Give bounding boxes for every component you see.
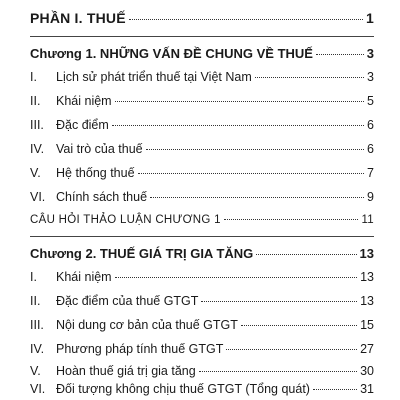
page-number: 13 — [360, 270, 374, 284]
entry-number: V. — [30, 166, 41, 180]
entry-title: Đặc điểm — [56, 118, 109, 132]
discussion-questions-entry — [30, 214, 374, 226]
entry-number: III. — [30, 318, 44, 332]
page-number: 3 — [366, 46, 374, 61]
part-title: PHẦN I. THUẾ — [30, 10, 126, 26]
entry-number: II. — [30, 294, 41, 308]
entry-number: VI. — [30, 190, 46, 204]
toc-entry — [30, 270, 374, 284]
chapter-heading — [30, 246, 374, 261]
page-number: 11 — [361, 214, 374, 226]
page-number: 31 — [360, 382, 374, 396]
entry-number: VI. — [30, 382, 46, 396]
dot-leader — [201, 300, 357, 302]
divider — [30, 36, 374, 37]
entry-title: Đặc điểm của thuế GTGT — [56, 294, 199, 308]
toc-entry — [30, 166, 374, 180]
entry-title: Khái niệm — [56, 94, 112, 108]
part-heading — [30, 10, 374, 26]
toc-entry — [30, 364, 374, 378]
dot-leader — [256, 253, 356, 255]
page-number: 13 — [359, 246, 374, 261]
toc-entry — [30, 70, 374, 84]
toc-entry — [30, 294, 374, 308]
entry-number: III. — [30, 118, 44, 132]
entry-title: Hệ thống thuế — [56, 166, 135, 180]
page-number: 3 — [367, 70, 374, 84]
dot-leader — [316, 53, 364, 55]
dot-leader — [313, 388, 357, 390]
entry-title: Chính sách thuế — [56, 190, 148, 204]
entry-number: IV. — [30, 142, 45, 156]
chapter-title: Chương 1. NHỮNG VẤN ĐỀ CHUNG VỀ THUẾ — [30, 46, 313, 61]
toc-entry — [30, 382, 374, 396]
entry-title: Nội dung cơ bản của thuế GTGT — [56, 318, 238, 332]
page-number: 6 — [367, 142, 374, 156]
toc-entry — [30, 190, 374, 204]
entry-number: I. — [30, 270, 37, 284]
entry-title: Lịch sử phát triển thuế tại Việt Nam — [56, 70, 252, 84]
page-number: 9 — [367, 190, 374, 204]
page-number: 15 — [360, 318, 374, 332]
divider — [30, 236, 374, 237]
toc-entry — [30, 318, 374, 332]
chapter-title: Chương 2. THUẾ GIÁ TRỊ GIA TĂNG — [30, 246, 254, 261]
dot-leader — [146, 148, 364, 150]
toc-entry — [30, 118, 374, 132]
chapter-heading — [30, 46, 374, 61]
entry-number: V. — [30, 364, 41, 378]
dot-leader — [241, 324, 357, 326]
toc-entry — [30, 142, 374, 156]
dot-leader — [115, 100, 364, 102]
page-number: 1 — [366, 10, 374, 26]
entry-title: Đối tượng không chịu thuế GTGT (Tổng quát) — [56, 382, 310, 396]
dot-leader — [226, 348, 357, 350]
page-number: 13 — [360, 294, 374, 308]
entry-title: Khái niệm — [56, 270, 112, 284]
page-number: 6 — [367, 118, 374, 132]
entry-title: Vai trò của thuế — [56, 142, 143, 156]
entry-number: II. — [30, 94, 41, 108]
toc-entry — [30, 94, 374, 108]
dot-leader — [129, 18, 363, 20]
toc-entry — [30, 342, 374, 356]
page-number: 30 — [360, 364, 374, 378]
dot-leader — [112, 124, 364, 126]
dot-leader — [224, 218, 359, 220]
page-number: 7 — [367, 166, 374, 180]
entry-title: Phương pháp tính thuế GTGT — [56, 342, 224, 356]
dot-leader — [150, 196, 364, 198]
entry-title: Hoàn thuế giá trị gia tăng — [56, 364, 196, 378]
page-number: 27 — [360, 342, 374, 356]
dot-leader — [255, 76, 364, 78]
questions-title: CÂU HỎI THẢO LUẬN CHƯƠNG 1 — [30, 214, 221, 226]
entry-number: I. — [30, 70, 37, 84]
entry-number: IV. — [30, 342, 45, 356]
page-number: 5 — [367, 94, 374, 108]
dot-leader — [138, 172, 365, 174]
dot-leader — [199, 370, 357, 372]
dot-leader — [115, 276, 358, 278]
